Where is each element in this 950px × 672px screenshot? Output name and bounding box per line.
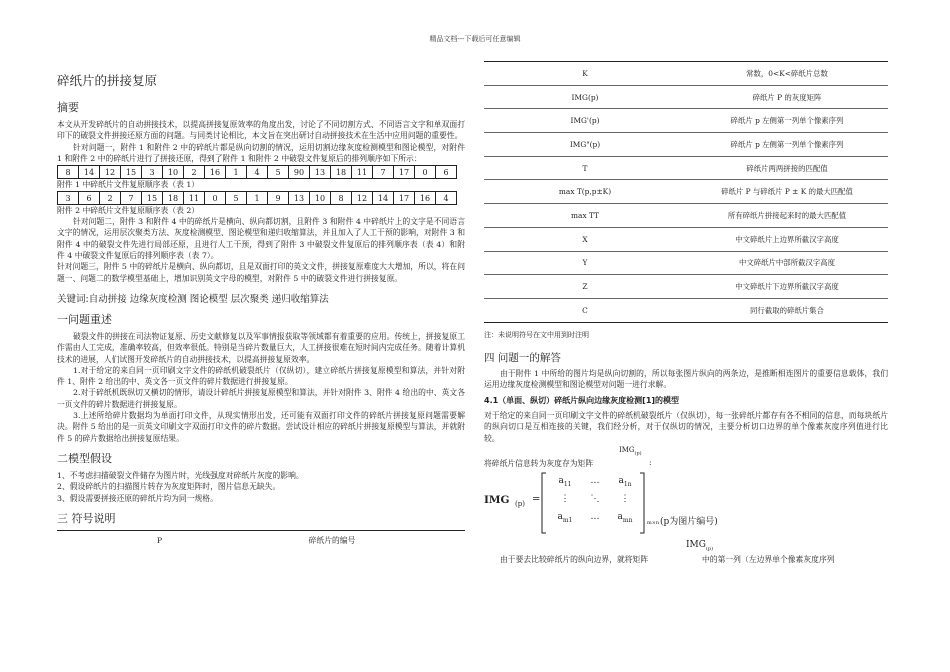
equals-sign: = (532, 494, 541, 506)
abstract-paragraph-1: 本文从开发碎纸片的自动拼接技术，以提高拼接复原效率的角度出发，讨论了不同切割方式、不同语言文字和单双面打印下的破裂文件拼接还原方面的问题。与同类讨论相比，本文旨在突出研讨自动拼接技术在生活中应用问题的重要性。 (57, 120, 465, 141)
order-cell: 5 (226, 192, 247, 205)
matrix-entry: … (590, 512, 600, 523)
order-cell: 90 (289, 166, 310, 179)
order-cell: 6 (436, 166, 457, 179)
order-cell: 2 (100, 192, 121, 205)
symbol-row (484, 227, 888, 251)
img-symbol-inline-2: $IMG_{(p)}$ (686, 540, 714, 552)
meaning-cell: 碎纸片两两拼接的匹配值 (686, 156, 888, 180)
order-cell: 1 (247, 192, 268, 205)
section-1-paragraph-2: 1.对于给定的来自同一页印刷文字文件的碎纸机破裂纸片（仅纵切），建立碎纸片拼接复原模型和算法，并针对附件 1、附件 2 给出的中、英文各一页文件的碎片数据进行拼接复原。 (57, 365, 465, 387)
order-cell: 0 (205, 192, 226, 205)
order-cell: 14 (373, 192, 394, 205)
assumption-1: 1、不考虑扫描破裂文件储存为图片时，光线强度对碎纸片灰度的影响。 (57, 470, 304, 480)
section-1-paragraph-4: 3.上述所给碎片数据均为单面打印文件，从现实情形出发，还可能有双面打印文件的碎纸片拼接复原问题需要解决。附件 5 给出的是一页英文印刷文字双面打印文件的碎片数据。尝试设计相应的碎纸片拼接复原模型与算法，并就附件 5 的碎片数据给出拼接复原结果。 (57, 411, 465, 443)
matrix-formula (484, 470, 888, 538)
meaning-cell: 碎纸片的编号 (308, 536, 356, 546)
order-cell: 13 (310, 166, 331, 179)
section-4-paragraph-4: 由于要去比较碎纸片的纵向边界，就将矩阵 (500, 555, 649, 565)
matrix-entry: ⋮ (560, 494, 570, 505)
matrix-entry: $a_{m1}$ (557, 512, 573, 524)
document-title: 碎纸片的拼接复原 (57, 73, 158, 88)
symbol-cell: IMG(p) (484, 85, 686, 109)
section-4-heading: 四 问题一的解答 (484, 351, 561, 364)
section-4-paragraph-1: 由于附件 1 中所给的图片均是纵向切割的，所以每张图片纵向的两条边，是推断相连图片的重要信息载体，我们运用边缘灰度检测模型和图论模型对问题一进行求解。 (484, 368, 888, 389)
order-cell: 6 (79, 192, 100, 205)
symbol-cell: IMG'(p) (484, 109, 686, 133)
meaning-cell: 所有碎纸片拼接起来时的最大匹配值 (686, 204, 888, 228)
order-cell: 1 (226, 166, 247, 179)
order-cell: 15 (142, 192, 163, 205)
order-cell: 16 (205, 166, 226, 179)
symbol-cell: IMG"(p) (484, 133, 686, 157)
order-cell: 12 (100, 166, 121, 179)
symbol-cell: Y (484, 251, 686, 275)
matrix-entry: ⋮ (620, 494, 630, 505)
formula-note: (p为图片编号) (660, 517, 718, 528)
abstract-paragraph-4: 针对问题三，附件 5 中的碎纸片是横向、纵向都切，且是双面打印的英文文件，拼接复原难度大大增加，所以，将在问题一、问题二的数学模型基础上，增加识别英文字母的模型，对附件 5 中的破裂文件进行拼接复原。 (57, 262, 465, 283)
order-cell: 7 (373, 166, 394, 179)
meaning-cell: 中文碎纸片下边界所截汉字高度 (686, 275, 888, 299)
meaning-cell: 同行截取的碎纸片集合 (686, 298, 888, 322)
symbol-cell: max T(p,p±K) (484, 180, 686, 204)
order-cell: 8 (331, 192, 352, 205)
symbol-row (484, 180, 888, 204)
symbol-row (484, 133, 888, 157)
formula-label: IMG (484, 494, 510, 507)
symbol-cell: max TT (484, 204, 686, 228)
meaning-cell: 常数，0<K<碎纸片总数 (686, 62, 888, 86)
order-table-1-caption: 附件 1 中碎纸片文件复原顺序表（表 1） (57, 180, 200, 190)
order-cell: 5 (268, 166, 289, 179)
symbol-row (57, 531, 465, 551)
order-table-1 (57, 165, 457, 179)
symbol-table (484, 61, 888, 323)
meaning-cell: 碎纸片 P 与碎纸片 P ± K 的最大匹配值 (686, 180, 888, 204)
order-cell: 8 (58, 166, 79, 179)
symbol-cell: X (484, 227, 686, 251)
section-1-heading: 一问题重述 (57, 312, 112, 326)
order-table-2-caption: 附件 2 中碎纸片文件复原顺序表（表 2） (57, 206, 200, 216)
order-cell: 15 (121, 166, 142, 179)
assumption-3: 3、假设需要拼接还原的碎纸片均为同一规格。 (57, 493, 218, 503)
order-cell: 17 (394, 166, 415, 179)
order-cell: 0 (415, 166, 436, 179)
symbol-row (484, 251, 888, 275)
order-cell: 14 (79, 166, 100, 179)
section-1-paragraph-1: 破裂文件的拼接在司法物证复原、历史文献修复以及军事情报获取等领域都有着重要的应用。传统上，拼接复原工作需由人工完成，准确率较高，但效率很低。特别是当碎片数量巨大，人工拼接很难在短时间内完成任务。随着计算机技术的进展，人们试图开发碎纸片的自动拼接技术，以提高拼接复原效率。 (57, 331, 465, 364)
order-cell: 9 (268, 192, 289, 205)
formula-subscript: (p) (515, 500, 525, 509)
symbol-cell: T (484, 156, 686, 180)
paragraph-4-block (484, 540, 888, 570)
order-cell: 18 (163, 192, 184, 205)
symbol-row (484, 275, 888, 299)
order-cell: 13 (289, 192, 310, 205)
keywords: 关键词:自动拼接 边缘灰度检测 图论模型 层次聚类 递归收缩算法 (57, 293, 329, 305)
section-1-paragraph-3: 2.对于碎纸机既纵切又横切的情形，请设计碎纸片拼接复原模型和算法，并针对附件 3、附件 4 给出的中、英文各一页文件的碎片数据进行拼接复原。 (57, 388, 465, 409)
order-cell: 16 (415, 192, 436, 205)
section-3-heading: 三 符号说明 (57, 511, 116, 525)
matrix-dimensions: m×n (647, 520, 660, 527)
order-cell: 10 (310, 192, 331, 205)
meaning-cell: 中文碎纸片上边界所截汉字高度 (686, 227, 888, 251)
matrix-intro (484, 444, 888, 470)
right-column (484, 61, 888, 570)
meaning-cell: 碎纸片 p 左侧第一列单个像素序列 (686, 133, 888, 157)
matrix-entry: … (590, 476, 600, 487)
order-table-2 (57, 191, 457, 205)
symbol-row (484, 85, 888, 109)
order-cell: 12 (352, 192, 373, 205)
order-cell: 7 (121, 192, 142, 205)
symbol-cell: C (484, 298, 686, 322)
section-4-paragraph-2: 对于给定的来自同一页印刷文字文件的碎纸机破裂纸片（仅纵切），每一张碎纸片都存有各不相同的信息，而每块纸片的纵向切口是互相连接的关键，我们经分析，对于仅纵切的情况，主要分析切口边界的单个像素灰度序列值进行比较。 (484, 411, 888, 443)
order-cell: 11 (184, 192, 205, 205)
abstract-paragraph-3: 针对问题二，附件 3 和附件 4 中的碎纸片是横向、纵向都切割，且附件 3 和附件 4 中碎纸片上的文字是不同语言文字的情况，运用层次聚类方法、灰度检测模型、图论模型和递归收缩算法，并且加入了人工干预的影响，对附件 3 和附件 4 中的破裂文件先进行局部还原，且进行人工干预，得到了附件 3 中破裂文件复原后的排列顺序表（表 4）和附件 4 中破裂文件复原后的排列顺序表（表 7）。 (57, 217, 465, 261)
symbol-row (484, 109, 888, 133)
symbol-note: 注：未说明符号在文中用到时注明 (484, 330, 589, 339)
symbol-cell: Z (484, 275, 686, 299)
assumption-2: 2、假设碎纸片的扫描图片转存为灰度矩阵时，图片信息无缺失。 (57, 482, 281, 492)
matrix-entry: $a_{11}$ (558, 476, 572, 488)
symbol-row (484, 62, 888, 86)
symbol-row (484, 156, 888, 180)
order-cell: 3 (58, 192, 79, 205)
symbol-cell: K (484, 62, 686, 86)
order-cell: 3 (142, 166, 163, 179)
symbol-table-start (57, 530, 465, 551)
symbol-row (484, 204, 888, 228)
order-cell: 2 (184, 166, 205, 179)
matrix-grid (550, 476, 640, 530)
order-cell: 4 (247, 166, 268, 179)
symbol-cell: P (156, 536, 163, 546)
order-cell: 11 (352, 166, 373, 179)
left-column (57, 58, 465, 551)
section-4-1-heading: 4.1（单面、纵切）碎纸片纵向边缘灰度检测[1]的模型 (484, 396, 680, 406)
abstract-paragraph-2: 针对问题一，附件 1 和附件 2 中的碎纸片都是纵向切割的情况，运用切割边缘灰度检测模型和图论模型，对附件 1 和附件 2 中的碎纸片进行了拼接还原，得到了附件 1 和附件 2 中破裂文件复原后的排列顺序如下所示： (57, 142, 465, 163)
order-cell: 17 (394, 192, 415, 205)
matrix-intro-text: 将碎纸片信息转为灰度存为矩阵 (484, 459, 594, 469)
abstract-heading: 摘要 (57, 101, 79, 114)
meaning-cell: 中文碎纸片中部所截汉字高度 (686, 251, 888, 275)
matrix-intro-colon: : (649, 458, 652, 468)
order-cell: 4 (436, 192, 457, 205)
meaning-cell: 碎纸片 p 左侧第一列单个像素序列 (686, 109, 888, 133)
section-2-heading: 二模型假设 (57, 451, 112, 465)
order-cell: 18 (331, 166, 352, 179)
img-symbol-inline: $IMG_{(p)}$ (619, 446, 642, 457)
order-cell: 10 (163, 166, 184, 179)
meaning-cell: 碎纸片 P 的灰度矩阵 (686, 85, 888, 109)
page-header: 精品文档---下载后可任意编辑 (429, 35, 521, 43)
matrix-entry: ⋱ (590, 494, 600, 505)
section-4-paragraph-4-tail: 中的第一列（左边界单个像素灰度序列 (702, 555, 835, 565)
symbol-row (484, 298, 888, 322)
matrix-entry: $a_{mn}$ (617, 512, 633, 524)
matrix-entry: $a_{1n}$ (618, 476, 632, 488)
